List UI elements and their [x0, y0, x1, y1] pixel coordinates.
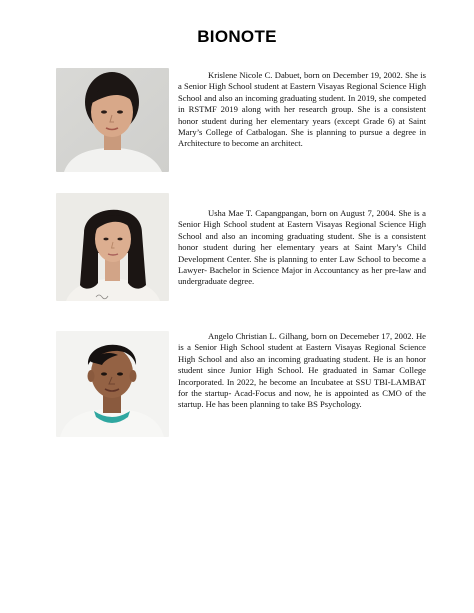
page-title: BIONOTE [197, 27, 277, 46]
portrait-photo [56, 193, 169, 301]
portrait-photo [56, 331, 169, 437]
portrait-photo [56, 68, 169, 172]
bio-paragraph: Angelo Christian L. Gilhang, born on Decemeber 17, 2002. He is a Senior High School student at Eastern Visayas Regional Science High School and also an incoming graduating student. He is an honor student since Junior High School. He graduated in Samar College Incorporated. In 2022, he become an Incubatee at SSU TBI-LAMBAT for the startup- Acad-Focus and now, he is appointed as CMO of the startup. He has been planning to take BS Psychology. [178, 331, 426, 410]
bio-paragraph: Usha Mae T. Capangpangan, born on August 7, 2004. She is a Senior High School student at Eastern Visayas Regional Science High School and also an incoming graduating student. She is a consistent honor student during her elementary years at Saint Mary’s Child Development Center. She is planning to enter Law School to become a Lawyer- Bachelor in Science Major in Accountancy as her pre-law and undergraduate degree. [178, 208, 426, 287]
bio-paragraph: Krislene Nicole C. Dabuet, born on December 19, 2002. She is a Senior High School student at Eastern Visayas Regional Science High School and also an incoming graduating student. In 2019, she competed in RSTMF 2019 along with her research group. She is a consistent honor student during her elementary years (except Grade 6) at Saint Mary’s College of Catbalogan. She is planning to pursue a degree in Architecture to become an architect. [178, 70, 426, 149]
